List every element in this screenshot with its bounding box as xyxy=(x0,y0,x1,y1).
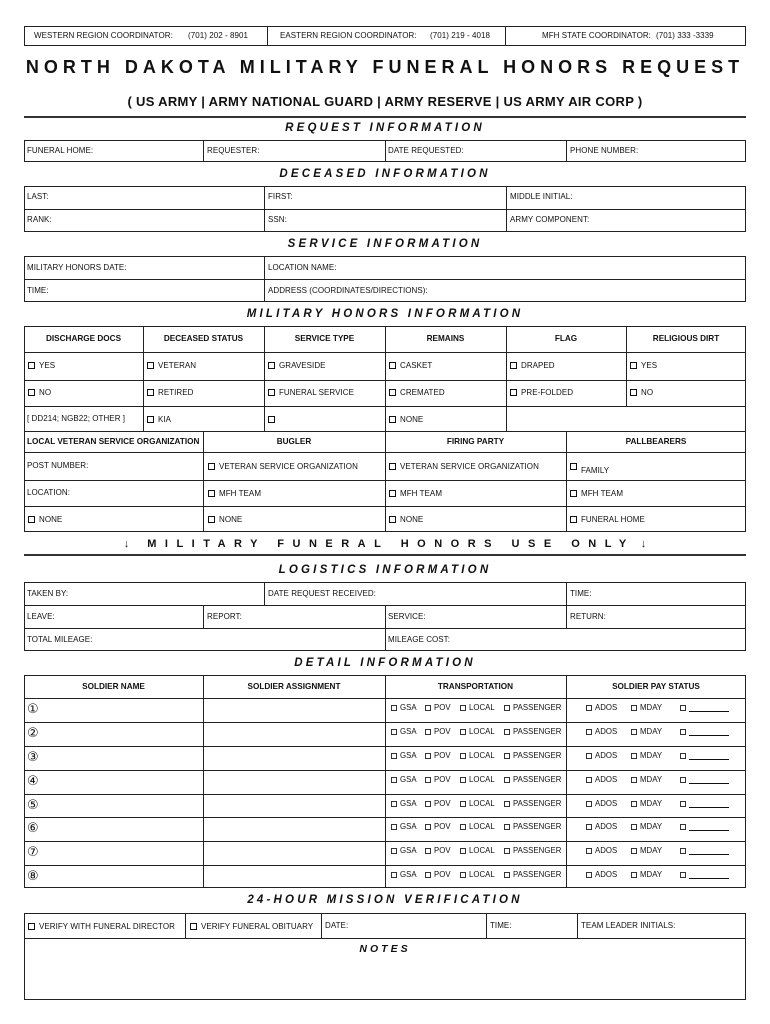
soldier-name-input[interactable] xyxy=(46,796,196,816)
checkbox-service-blank[interactable] xyxy=(268,416,279,424)
soldier-number: ③ xyxy=(27,750,39,765)
logistics-time-field[interactable]: TIME: xyxy=(570,589,592,598)
checkbox-transport-local[interactable]: LOCAL xyxy=(460,776,495,784)
requester-field[interactable]: REQUESTER: xyxy=(207,146,260,155)
rank-field[interactable]: RANK: xyxy=(27,215,52,224)
col-local-vso: LOCAL VETERAN SERVICE ORGANIZATION xyxy=(27,437,200,446)
checkbox-transport-gsa[interactable]: GSA xyxy=(391,871,417,879)
checkbox-status-veteran[interactable]: VETERAN xyxy=(147,362,196,370)
location-name-field[interactable]: LOCATION NAME: xyxy=(268,263,337,272)
checkbox-icon[interactable] xyxy=(425,824,431,830)
pay-other-blank[interactable] xyxy=(689,776,729,784)
checkbox-transport-pov[interactable]: POV xyxy=(425,847,451,855)
soldier-name-input[interactable] xyxy=(46,748,196,768)
checkbox-pay-mday[interactable]: MDAY xyxy=(631,704,662,712)
checkbox-pay-ados[interactable]: ADOS xyxy=(586,752,617,760)
col-pallbearers: PALLBEARERS xyxy=(625,437,687,446)
western-coordinator-label: WESTERN REGION COORDINATOR: xyxy=(34,31,173,40)
checkbox-pay-mday[interactable]: MDAY xyxy=(631,728,662,736)
checkbox-icon[interactable] xyxy=(631,753,637,759)
soldier-assignment-input[interactable] xyxy=(206,748,382,768)
checkbox-transport-pov[interactable]: POV xyxy=(425,800,451,808)
checkbox-icon[interactable] xyxy=(28,923,35,930)
checkbox-transport-pov[interactable]: POV xyxy=(425,871,451,879)
checkbox-icon[interactable] xyxy=(680,848,686,854)
checkbox-transport-local[interactable]: LOCAL xyxy=(460,871,495,879)
checkbox-transport-gsa[interactable]: GSA xyxy=(391,800,417,808)
checkbox-icon[interactable] xyxy=(504,848,510,854)
checkbox-transport-pov[interactable]: POV xyxy=(425,776,451,784)
team-leader-initials-field[interactable]: TEAM LEADER INITIALS: xyxy=(581,921,676,930)
soldier-assignment-input[interactable] xyxy=(206,867,382,887)
checkbox-icon[interactable] xyxy=(504,729,510,735)
checkbox-icon[interactable] xyxy=(389,362,396,369)
use-only-banner xyxy=(0,538,770,550)
first-name-field[interactable]: FIRST: xyxy=(268,192,293,201)
funeral-home-field[interactable]: FUNERAL HOME: xyxy=(27,146,94,155)
col-transportation: TRANSPORTATION xyxy=(437,682,514,691)
col-pay-status: SOLDIER PAY STATUS xyxy=(612,682,700,691)
soldier-number: ⑧ xyxy=(27,869,39,884)
col-soldier-assignment: SOLDIER ASSIGNMENT xyxy=(247,682,341,691)
notes-heading: NOTES xyxy=(359,943,411,955)
section-detail-heading: DETAIL INFORMATION xyxy=(294,657,476,669)
row-divider xyxy=(24,698,746,699)
checkbox-pay-other[interactable] xyxy=(680,800,729,808)
checkbox-transport-gsa[interactable]: GSA xyxy=(391,776,417,784)
divider xyxy=(505,26,506,46)
checkbox-transport-gsa[interactable]: GSA xyxy=(391,752,417,760)
col-flag: FLAG xyxy=(554,334,578,343)
soldier-name-input[interactable] xyxy=(46,724,196,744)
checkbox-pay-mday[interactable]: MDAY xyxy=(631,847,662,855)
checkbox-icon[interactable] xyxy=(460,872,466,878)
state-coordinator-phone: (701) 333 -3339 xyxy=(656,31,714,40)
checkbox-icon[interactable] xyxy=(28,389,35,396)
checkbox-icon[interactable] xyxy=(391,753,397,759)
pay-other-blank[interactable] xyxy=(689,823,729,831)
checkbox-firing-none[interactable]: NONE xyxy=(389,516,423,524)
checkbox-pay-other[interactable] xyxy=(680,847,729,855)
soldier-name-input[interactable] xyxy=(46,700,196,720)
checkbox-icon[interactable] xyxy=(504,777,510,783)
checkbox-icon[interactable] xyxy=(28,362,35,369)
checkbox-icon[interactable] xyxy=(147,416,154,423)
section-service-heading: SERVICE INFORMATION xyxy=(287,238,483,250)
checkbox-icon[interactable] xyxy=(631,872,637,878)
checkbox-transport-pov[interactable]: POV xyxy=(425,752,451,760)
section-honors-heading: MILITARY HONORS INFORMATION xyxy=(246,308,524,320)
checkbox-icon[interactable] xyxy=(630,389,637,396)
checkbox-icon[interactable] xyxy=(586,872,592,878)
row-divider xyxy=(24,794,746,795)
checkbox-icon[interactable] xyxy=(391,705,397,711)
soldier-assignment-input[interactable] xyxy=(206,700,382,720)
checkbox-pay-other[interactable] xyxy=(680,728,729,736)
row-divider xyxy=(24,722,746,723)
checkbox-icon[interactable] xyxy=(680,753,686,759)
section-request-heading: REQUEST INFORMATION xyxy=(285,122,485,134)
service-field[interactable]: SERVICE: xyxy=(388,612,426,621)
checkbox-transport-gsa[interactable]: GSA xyxy=(391,704,417,712)
divider xyxy=(267,26,268,46)
checkbox-pay-other[interactable] xyxy=(680,752,729,760)
soldier-number: ⑥ xyxy=(27,821,39,836)
honors-date-field[interactable]: MILITARY HONORS DATE: xyxy=(27,263,127,272)
checkbox-service-funeral[interactable]: FUNERAL SERVICE xyxy=(268,389,354,397)
checkbox-icon[interactable] xyxy=(460,729,466,735)
checkbox-docs-no[interactable]: NO xyxy=(28,389,51,397)
checkbox-icon[interactable] xyxy=(425,848,431,854)
checkbox-transport-passenger[interactable]: PASSENGER xyxy=(504,752,561,760)
col-deceased-status: DECEASED STATUS xyxy=(163,334,244,343)
checkbox-icon[interactable] xyxy=(389,490,396,497)
discharge-docs-note: [ DD214; NGB22; OTHER ] xyxy=(27,414,126,423)
page-title: NORTH DAKOTA MILITARY FUNERAL HONORS REQUEST xyxy=(25,57,745,77)
soldier-number: ④ xyxy=(27,774,39,789)
checkbox-pay-ados[interactable]: ADOS xyxy=(586,728,617,736)
checkbox-icon[interactable] xyxy=(147,389,154,396)
checkbox-remains-none[interactable]: NONE xyxy=(389,416,423,424)
checkbox-icon[interactable] xyxy=(504,753,510,759)
checkbox-firing-mfh[interactable]: MFH TEAM xyxy=(389,490,442,498)
vso-location-field[interactable]: LOCATION: xyxy=(27,488,70,497)
checkbox-icon[interactable] xyxy=(510,362,517,369)
checkbox-icon[interactable] xyxy=(570,516,577,523)
checkbox-transport-local[interactable]: LOCAL xyxy=(460,823,495,831)
checkbox-transport-pov[interactable]: POV xyxy=(425,728,451,736)
checkbox-transport-passenger[interactable]: PASSENGER xyxy=(504,847,561,855)
pay-other-blank[interactable] xyxy=(689,847,729,855)
checkbox-pay-mday[interactable]: MDAY xyxy=(631,823,662,831)
checkbox-transport-passenger[interactable]: PASSENGER xyxy=(504,871,561,879)
address-field[interactable]: ADDRESS (COORDINATES/DIRECTIONS): xyxy=(268,286,428,295)
soldier-assignment-input[interactable] xyxy=(206,843,382,863)
soldier-assignment-input[interactable] xyxy=(206,819,382,839)
checkbox-icon[interactable] xyxy=(425,705,431,711)
eastern-coordinator-label: EASTERN REGION COORDINATOR: xyxy=(280,31,417,40)
checkbox-pay-ados[interactable]: ADOS xyxy=(586,847,617,855)
soldier-name-input[interactable] xyxy=(46,867,196,887)
checkbox-icon[interactable] xyxy=(586,801,592,807)
checkbox-pay-mday[interactable]: MDAY xyxy=(631,752,662,760)
checkbox-icon[interactable] xyxy=(391,848,397,854)
return-field[interactable]: RETURN: xyxy=(570,612,606,621)
checkbox-remains-casket[interactable]: CASKET xyxy=(389,362,432,370)
checkbox-pay-mday[interactable]: MDAY xyxy=(631,871,662,879)
checkbox-transport-passenger[interactable]: PASSENGER xyxy=(504,823,561,831)
section-verification-heading: 24-HOUR MISSION VERIFICATION xyxy=(247,894,523,906)
checkbox-icon[interactable] xyxy=(631,801,637,807)
checkbox-status-kia[interactable]: KIA xyxy=(147,416,171,424)
date-requested-field[interactable]: DATE REQUESTED: xyxy=(388,146,464,155)
checkbox-icon[interactable] xyxy=(389,416,396,423)
mileage-cost-field[interactable]: MILEAGE COST: xyxy=(388,635,450,644)
checkbox-icon[interactable] xyxy=(680,729,686,735)
checkbox-icon[interactable] xyxy=(391,729,397,735)
checkbox-dirt-no[interactable]: NO xyxy=(630,389,653,397)
phone-number-field[interactable]: PHONE NUMBER: xyxy=(570,146,639,155)
col-remains: REMAINS xyxy=(426,334,465,343)
arrow-down-icon: ↓ xyxy=(123,538,130,550)
eastern-coordinator-phone: (701) 219 - 4018 xyxy=(430,31,490,40)
divider xyxy=(24,554,746,556)
checkbox-icon[interactable] xyxy=(425,872,431,878)
checkbox-icon[interactable] xyxy=(208,463,215,470)
section-logistics-heading: LOGISTICS INFORMATION xyxy=(278,564,492,576)
row-divider xyxy=(24,841,746,842)
checkbox-flag-draped[interactable]: DRAPED xyxy=(510,362,555,370)
soldier-assignment-input[interactable] xyxy=(206,772,382,792)
checkbox-icon[interactable] xyxy=(460,848,466,854)
checkbox-service-graveside[interactable]: GRAVESIDE xyxy=(268,362,326,370)
taken-by-field[interactable]: TAKEN BY: xyxy=(27,589,69,598)
checkbox-icon[interactable] xyxy=(570,490,577,497)
col-bugler: BUGLER xyxy=(276,437,312,446)
checkbox-icon[interactable] xyxy=(504,801,510,807)
checkbox-icon[interactable] xyxy=(460,824,466,830)
checkbox-icon[interactable] xyxy=(586,753,592,759)
checkbox-status-retired[interactable]: RETIRED xyxy=(147,389,193,397)
page-subtitle: ( US ARMY | ARMY NATIONAL GUARD | ARMY RESERVE | US ARMY AIR CORP ) xyxy=(127,94,643,109)
post-number-field[interactable]: POST NUMBER: xyxy=(27,461,89,470)
checkbox-icon[interactable] xyxy=(389,463,396,470)
western-coordinator-phone: (701) 202 - 8901 xyxy=(188,31,248,40)
checkbox-flag-prefolded[interactable]: PRE-FOLDED xyxy=(510,389,573,397)
checkbox-transport-pov[interactable]: POV xyxy=(425,704,451,712)
checkbox-verify-obituary[interactable]: VERIFY FUNERAL OBITUARY xyxy=(190,923,313,931)
checkbox-icon[interactable] xyxy=(504,872,510,878)
checkbox-icon[interactable] xyxy=(425,801,431,807)
pay-other-blank[interactable] xyxy=(689,871,729,879)
soldier-name-input[interactable] xyxy=(46,843,196,863)
checkbox-transport-passenger[interactable]: PASSENGER xyxy=(504,800,561,808)
checkbox-icon[interactable] xyxy=(631,848,637,854)
checkbox-icon[interactable] xyxy=(631,824,637,830)
row-divider xyxy=(24,817,746,818)
notes-textarea[interactable] xyxy=(26,956,744,998)
checkbox-icon[interactable] xyxy=(460,801,466,807)
soldier-number: ① xyxy=(27,702,39,717)
checkbox-pallbearers-mfh[interactable]: MFH TEAM xyxy=(570,490,623,498)
checkbox-transport-local[interactable]: LOCAL xyxy=(460,800,495,808)
checkbox-icon[interactable] xyxy=(630,362,637,369)
checkbox-icon[interactable] xyxy=(504,705,510,711)
arrow-down-icon: ↓ xyxy=(640,538,647,550)
soldier-number: ⑦ xyxy=(27,845,39,860)
checkbox-icon[interactable] xyxy=(680,801,686,807)
checkbox-icon[interactable] xyxy=(631,777,637,783)
checkbox-transport-gsa[interactable]: GSA xyxy=(391,728,417,736)
checkbox-firing-vso[interactable]: VETERAN SERVICE ORGANIZATION xyxy=(389,463,539,471)
date-received-field[interactable]: DATE REQUEST RECEIVED: xyxy=(268,589,376,598)
checkbox-icon[interactable] xyxy=(391,777,397,783)
checkbox-icon[interactable] xyxy=(425,729,431,735)
checkbox-icon[interactable] xyxy=(425,753,431,759)
checkbox-pay-mday[interactable]: MDAY xyxy=(631,800,662,808)
pay-other-blank[interactable] xyxy=(689,704,729,712)
col-soldier-name: SOLDIER NAME xyxy=(82,682,145,691)
soldier-number: ② xyxy=(27,726,39,741)
checkbox-docs-yes[interactable]: YES xyxy=(28,362,55,370)
col-religious-dirt: RELIGIOUS DIRT xyxy=(652,334,720,343)
checkbox-icon[interactable] xyxy=(208,516,215,523)
total-mileage-field[interactable]: TOTAL MILEAGE: xyxy=(27,635,93,644)
checkbox-verify-director[interactable]: VERIFY WITH FUNERAL DIRECTOR xyxy=(28,923,175,931)
section-deceased-heading: DECEASED INFORMATION xyxy=(279,168,491,180)
checkbox-icon[interactable] xyxy=(586,729,592,735)
checkbox-transport-gsa[interactable]: GSA xyxy=(391,847,417,855)
col-discharge-docs: DISCHARGE DOCS xyxy=(45,334,122,343)
ssn-field[interactable]: SSN: xyxy=(268,215,287,224)
checkbox-icon[interactable] xyxy=(680,872,686,878)
checkbox-icon[interactable] xyxy=(391,872,397,878)
checkbox-icon[interactable] xyxy=(28,516,35,523)
checkbox-pay-ados[interactable]: ADOS xyxy=(586,776,617,784)
checkbox-transport-pov[interactable]: POV xyxy=(425,823,451,831)
checkbox-icon[interactable] xyxy=(504,824,510,830)
checkbox-icon[interactable] xyxy=(268,362,275,369)
use-only-text: MILITARY FUNERAL HONORS USE ONLY xyxy=(147,538,635,550)
checkbox-transport-passenger[interactable]: PASSENGER xyxy=(504,728,561,736)
checkbox-icon[interactable] xyxy=(208,490,215,497)
checkbox-icon[interactable] xyxy=(586,777,592,783)
checkbox-transport-local[interactable]: LOCAL xyxy=(460,847,495,855)
middle-initial-field[interactable]: MIDDLE INITIAL: xyxy=(510,192,573,201)
checkbox-icon[interactable] xyxy=(389,516,396,523)
checkbox-bugler-vso[interactable]: VETERAN SERVICE ORGANIZATION xyxy=(208,463,358,471)
col-firing-party: FIRING PARTY xyxy=(446,437,505,446)
checkbox-pay-other[interactable] xyxy=(680,823,729,831)
checkbox-icon[interactable] xyxy=(631,705,637,711)
checkbox-icon[interactable] xyxy=(680,705,686,711)
row-divider xyxy=(24,746,746,747)
checkbox-icon[interactable] xyxy=(425,777,431,783)
checkbox-icon[interactable] xyxy=(680,777,686,783)
verification-time-field[interactable]: TIME: xyxy=(490,921,512,930)
checkbox-icon[interactable] xyxy=(586,705,592,711)
checkbox-pay-ados[interactable]: ADOS xyxy=(586,823,617,831)
checkbox-pay-mday[interactable]: MDAY xyxy=(631,776,662,784)
pay-other-blank[interactable] xyxy=(689,752,729,760)
checkbox-icon[interactable] xyxy=(586,848,592,854)
checkbox-bugler-mfh[interactable]: MFH TEAM xyxy=(208,490,261,498)
checkbox-pay-ados[interactable]: ADOS xyxy=(586,871,617,879)
row-divider xyxy=(24,865,746,866)
checkbox-icon[interactable] xyxy=(391,801,397,807)
checkbox-pay-other[interactable] xyxy=(680,776,729,784)
checkbox-icon[interactable] xyxy=(391,824,397,830)
checkbox-icon[interactable] xyxy=(147,362,154,369)
pay-other-blank[interactable] xyxy=(689,728,729,736)
checkbox-vso-none[interactable]: NONE xyxy=(28,516,62,524)
checkbox-icon[interactable] xyxy=(631,729,637,735)
checkbox-icon[interactable] xyxy=(389,389,396,396)
checkbox-pay-ados[interactable]: ADOS xyxy=(586,704,617,712)
checkbox-transport-local[interactable]: LOCAL xyxy=(460,728,495,736)
soldier-assignment-input[interactable] xyxy=(206,724,382,744)
soldier-name-input[interactable] xyxy=(46,772,196,792)
checkbox-pay-other[interactable] xyxy=(680,871,729,879)
checkbox-transport-local[interactable]: LOCAL xyxy=(460,752,495,760)
checkbox-icon[interactable] xyxy=(586,824,592,830)
checkbox-transport-passenger[interactable]: PASSENGER xyxy=(504,704,561,712)
checkbox-icon[interactable] xyxy=(680,824,686,830)
checkbox-icon[interactable] xyxy=(460,753,466,759)
checkbox-icon[interactable] xyxy=(268,389,275,396)
checkbox-pallbearers-funeral-home[interactable]: FUNERAL HOME xyxy=(570,516,645,524)
row-divider xyxy=(24,770,746,771)
checkbox-transport-gsa[interactable]: GSA xyxy=(391,823,417,831)
soldier-number: ⑤ xyxy=(27,798,39,813)
checkbox-icon[interactable] xyxy=(190,923,197,930)
report-field[interactable]: REPORT: xyxy=(207,612,242,621)
divider xyxy=(24,116,746,118)
col-service-type: SERVICE TYPE xyxy=(294,334,355,343)
checkbox-bugler-none[interactable]: NONE xyxy=(208,516,242,524)
last-name-field[interactable]: LAST: xyxy=(27,192,49,201)
leave-field[interactable]: LEAVE: xyxy=(27,612,55,621)
checkbox-icon[interactable] xyxy=(268,416,275,423)
checkbox-icon[interactable] xyxy=(460,705,466,711)
soldier-name-input[interactable] xyxy=(46,819,196,839)
verification-date-field[interactable]: DATE: xyxy=(325,921,349,930)
checkbox-pallbearers-family[interactable]: FAMILY xyxy=(570,463,609,475)
soldier-assignment-input[interactable] xyxy=(206,796,382,816)
checkbox-pay-other[interactable] xyxy=(680,704,729,712)
checkbox-transport-local[interactable]: LOCAL xyxy=(460,704,495,712)
checkbox-icon[interactable] xyxy=(510,389,517,396)
state-coordinator-label: MFH STATE COORDINATOR: xyxy=(542,31,651,40)
checkbox-pay-ados[interactable]: ADOS xyxy=(586,800,617,808)
checkbox-dirt-yes[interactable]: YES xyxy=(630,362,657,370)
service-time-field[interactable]: TIME: xyxy=(27,286,49,295)
checkbox-icon[interactable] xyxy=(570,463,577,470)
pay-other-blank[interactable] xyxy=(689,800,729,808)
checkbox-transport-passenger[interactable]: PASSENGER xyxy=(504,776,561,784)
checkbox-remains-cremated[interactable]: CREMATED xyxy=(389,389,445,397)
army-component-field[interactable]: ARMY COMPONENT: xyxy=(510,215,590,224)
checkbox-icon[interactable] xyxy=(460,777,466,783)
